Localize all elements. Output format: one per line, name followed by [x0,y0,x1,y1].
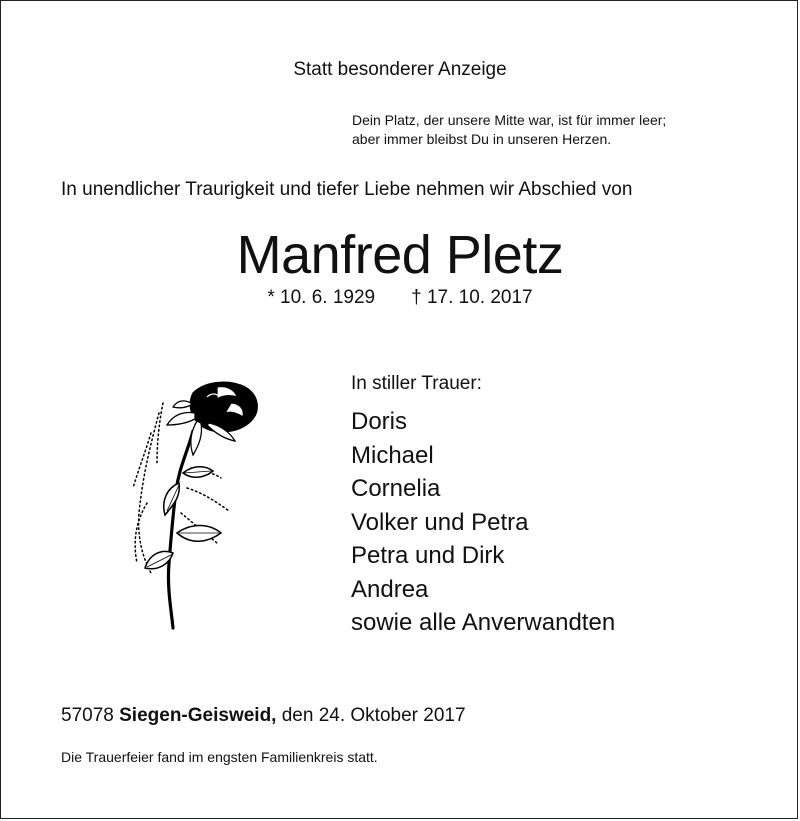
notice-date: den 24. Oktober 2017 [281,705,466,726]
mourners-list [351,405,615,640]
postcode: 57078 [61,705,114,726]
mourning-label: In stiller Trauer: [351,373,482,394]
list-item: Cornelia [351,475,441,502]
list-item: Petra und Dirk [351,542,505,569]
rose-icon [121,373,271,633]
list-item: Andrea [351,575,429,603]
list-item: sowie alle Anverwandten [351,609,616,636]
place-and-date [61,705,466,727]
list-item: Doris [351,408,408,435]
quote-line-1: Dein Platz, der unsere Mitte war, ist für immer leer; [352,112,667,128]
death-date: † 17. 10. 2017 [411,287,533,308]
list-item: Volker und Petra [351,508,529,536]
quote-line-2: aber immer bleibst Du in unseren Herzen. [352,131,612,147]
intro-text: In unendlicher Traurigkeit und tiefer Liebe nehmen wir Abschied von [61,179,633,200]
birth-date: * 10. 6. 1929 [267,287,376,308]
deceased-name: Manfred Pletz [236,225,564,285]
funeral-note: Die Trauerfeier fand im engsten Familienkreis statt. [61,749,378,765]
place-name: Siegen-Geisweid, [119,705,277,726]
list-item: Michael [351,441,434,469]
memorial-quote [352,111,666,149]
notice-header: Statt besonderer Anzeige [293,59,507,80]
life-dates [1,287,799,309]
